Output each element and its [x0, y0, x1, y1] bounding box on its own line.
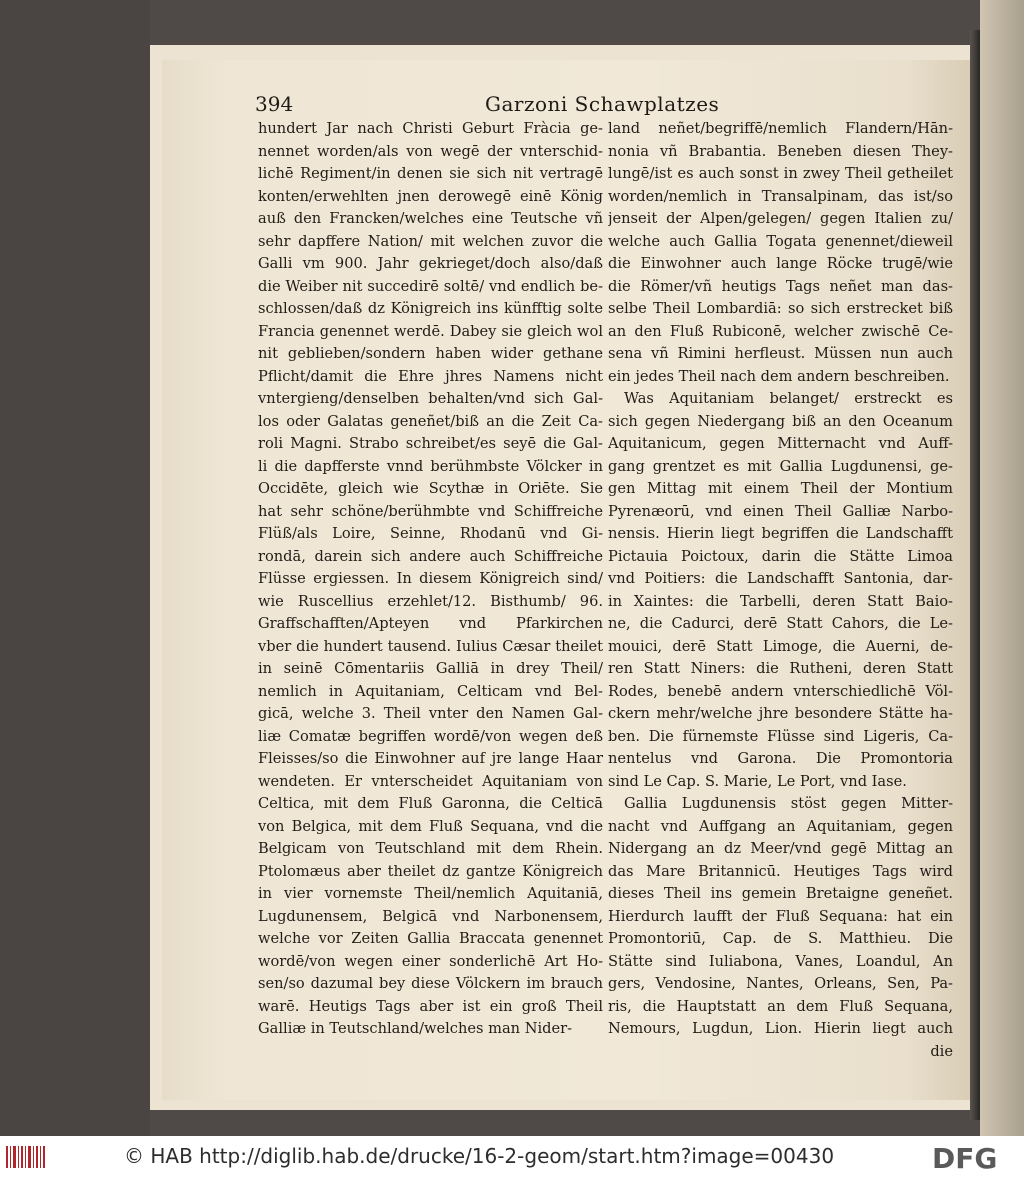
text-line: auß den Francken/welches eine Teutsche vñ [258, 210, 603, 227]
dfg-logo-text: DFG [932, 1142, 998, 1172]
text-line: Fleisses/so die Einwohner auf jre lange Haar [258, 750, 603, 767]
text-line: rondā, darein sich andere auch Schiffreiche [258, 547, 603, 565]
text-line: jenseit der Alpen/gelegen/ gegen Italien zu/ [608, 210, 953, 227]
text-line: Pictauia Poictoux, darin die Stätte Limoa [608, 547, 953, 565]
facing-page-edge [980, 0, 1024, 1136]
text-line: los oder Galatas geneñet/biß an die Zeit Ca- [258, 412, 603, 430]
text-line: sena vñ Rimini herfleust. Müssen nun auch [608, 345, 953, 362]
text-line: ein jedes Theil nach dem andern beschreiben. [608, 367, 950, 385]
text-line: nentelus vnd Garona. Die Promontoria [608, 750, 953, 767]
text-line: das Mare Britannicū. Heutiges Tags wird [608, 862, 953, 880]
text-line: ren Statt Niners: die Rutheni, deren Statt [608, 660, 953, 677]
text-line: wendeten. Er vnterscheidet Aquitaniam von [258, 772, 603, 790]
text-line: nennet worden/als von wegē der vnterschid- [258, 142, 603, 160]
text-line: Gallia Lugdunensis stöst gegen Mitter- [624, 795, 953, 812]
text-line: in seinē Cōmentariis Galliā in drey Theil/ [258, 660, 603, 677]
text-line: nonia vñ Brabantia. Beneben diesen They- [608, 142, 953, 160]
text-line: welche vor Zeiten Gallia Braccata genennet [258, 930, 603, 947]
text-line: Nidergang an dz Meer/vnd gegē Mittag an [608, 840, 953, 857]
text-line: selbe Theil Lombardiā: so sich erstrecket biß [608, 300, 953, 317]
book-gutter [970, 30, 980, 1120]
text-line: sind Le Cap. S. Marie, Le Port, vnd Iase. [608, 772, 907, 790]
text-line: die Römer/vñ heutigs Tags neñet man das- [608, 277, 953, 295]
text-column-left [258, 118, 603, 1041]
text-line: schlossen/daß dz Königreich ins künfftig solte [258, 300, 603, 317]
text-line: Rodes, benebē andern vnterschiedlichē Völ- [608, 682, 953, 700]
text-line: vnd Poitiers: die Landschafft Santonia, dar- [608, 570, 953, 587]
text-line: liæ Comatæ begriffen wordē/von wegen deß [258, 727, 603, 745]
text-line: Occidēte, gleich wie Scythæ in Oriēte. Sie [258, 480, 603, 497]
text-line: konten/erwehlten jnen derowegē einē König [258, 187, 603, 205]
text-line: Promontoriū, Cap. de S. Matthieu. Die [608, 930, 953, 947]
text-line: Stätte sind Iuliabona, Vanes, Loandul, An [608, 952, 953, 970]
text-line: sehr dapffere Nation/ mit welchen zuvor die [258, 232, 603, 250]
text-line: lungē/ist es auch sonst in zwey Theil getheilet [608, 165, 953, 182]
running-head [255, 92, 855, 118]
text-line: Nemours, Lugdun, Lion. Hierin liegt auch [608, 1020, 953, 1037]
text-line: Flüß/als Loire, Seinne, Rhodanū vnd Gi- [258, 525, 603, 542]
text-line: roli Magni. Strabo schreibet/es seyē die Gal- [258, 435, 603, 452]
text-line: Galli vm 900. Jahr gekrieget/doch also/daß [258, 255, 603, 272]
text-line: li die dapfferste vnnd berühmbste Völcker in [258, 457, 603, 475]
text-line: Aquitanicum, gegen Mitternacht vnd Auff- [608, 435, 953, 452]
page-number: 394 [255, 92, 294, 116]
text-line: sen/so dazumal bey diese Völckern im brauch [258, 975, 603, 992]
text-line: Was Aquitaniam belanget/ erstreckt es [624, 390, 953, 407]
text-line: ne, die Cadurci, derē Statt Cahors, die Le- [608, 615, 953, 632]
text-line: in Xaintes: die Tarbelli, deren Statt Baio- [608, 592, 953, 610]
text-line: ris, die Hauptstatt an dem Fluß Sequana, [608, 997, 953, 1015]
text-line: ben. Die fürnemste Flüsse sind Ligeris, Ca- [608, 727, 953, 745]
text-line: nacht vnd Auffgang an Aquitaniam, gegen [608, 817, 953, 835]
text-line: in vier vornemste Theil/nemlich Aquitaniā, [258, 885, 603, 902]
text-line: die [930, 1042, 953, 1060]
dfg-logo [930, 1142, 1018, 1172]
text-line: an den Fluß Rubiconē, welcher zwischē Ce- [608, 322, 953, 340]
text-line: Lugdunensem, Belgicā vnd Narbonensem, [258, 907, 603, 925]
text-line: land neñet/begriffē/nemlich Flandern/Hān- [608, 120, 953, 137]
barcode-icon [4, 1144, 46, 1170]
text-line: hat sehr schöne/berühmbte vnd Schiffreiche [258, 502, 603, 520]
text-column-right [608, 118, 953, 1063]
text-line: welche auch Gallia Togata genennet/dieweil [608, 232, 953, 250]
text-line: Belgicam von Teutschland mit dem Rhein. [258, 840, 603, 857]
text-line: Flüsse ergiessen. In diesem Königreich sind/ [258, 570, 603, 587]
text-line: sich gegen Niedergang biß an den Oceanum [608, 412, 953, 430]
running-title: Garzoni Schawplatzes [485, 92, 720, 116]
text-line: Pflicht/damit die Ehre jhres Namens nicht [258, 367, 603, 385]
text-line: Celtica, mit dem Fluß Garonna, die Celticā [258, 795, 603, 812]
text-line: Galliæ in Teutschland/welches man Nider- [258, 1020, 573, 1037]
scan-background-left [0, 0, 150, 1136]
text-line: die Einwohner auch lange Röcke trugē/wie [608, 255, 953, 272]
text-line: ckern mehr/welche jhre besondere Stätte ha- [608, 705, 953, 722]
text-line: nemlich in Aquitaniam, Celticam vnd Bel- [258, 682, 603, 700]
text-line: gang grentzet es mit Gallia Lugdunensi, ge- [608, 457, 953, 475]
viewer-footer [0, 1136, 1024, 1177]
text-line: Ptolomæus aber theilet dz gantze Königreich [258, 862, 603, 880]
text-line: vber die hundert tausend. Iulius Cæsar theilet [258, 637, 603, 655]
text-line: wie Ruscellius erzehlet/12. Bisthumb/ 96. [258, 592, 603, 610]
source-link[interactable]: © HAB http://diglib.hab.de/drucke/16-2-geom/start.htm?image=00430 [124, 1144, 835, 1168]
text-line: wordē/von wegen einer sonderlichē Art Ho- [258, 952, 603, 970]
text-line: vntergieng/denselben behalten/vnd sich Gal- [258, 390, 603, 407]
text-line: dieses Theil ins gemein Bretaigne geneñet. [608, 885, 953, 902]
text-line: worden/nemlich in Transalpinam, das ist/so [608, 187, 953, 205]
text-line: Hierdurch laufft der Fluß Sequana: hat ein [608, 907, 953, 925]
text-line: die Weiber nit succedirē soltē/ vnd endlich be- [258, 277, 603, 295]
text-line: Francia genennet werdē. Dabey sie gleich wol [258, 322, 603, 340]
text-line: warē. Heutigs Tags aber ist ein groß Theil [258, 997, 603, 1015]
text-line: gers, Vendosine, Nantes, Orleans, Sen, Pa- [608, 975, 953, 992]
text-line: von Belgica, mit dem Fluß Sequana, vnd die [258, 817, 603, 835]
text-line: Pyrenæorū, vnd einen Theil Galliæ Narbo- [608, 502, 953, 520]
text-line: mouici, derē Statt Limoge, die Auerni, de- [608, 637, 953, 655]
text-line: gen Mittag mit einem Theil der Montium [608, 480, 953, 497]
text-line: nensis. Hierin liegt begriffen die Landschafft [608, 525, 953, 542]
text-line: lichē Regiment/in denen sie sich nit vertragē [258, 165, 603, 182]
text-line: Graffschafften/Apteyen vnd Pfarkirchen [258, 615, 603, 632]
text-line: nit geblieben/sondern haben wider gethane [258, 345, 603, 362]
text-line: gicā, welche 3. Theil vnter den Namen Gal- [258, 705, 603, 722]
text-line: hundert Jar nach Christi Geburt Fràcia ge- [258, 120, 603, 137]
